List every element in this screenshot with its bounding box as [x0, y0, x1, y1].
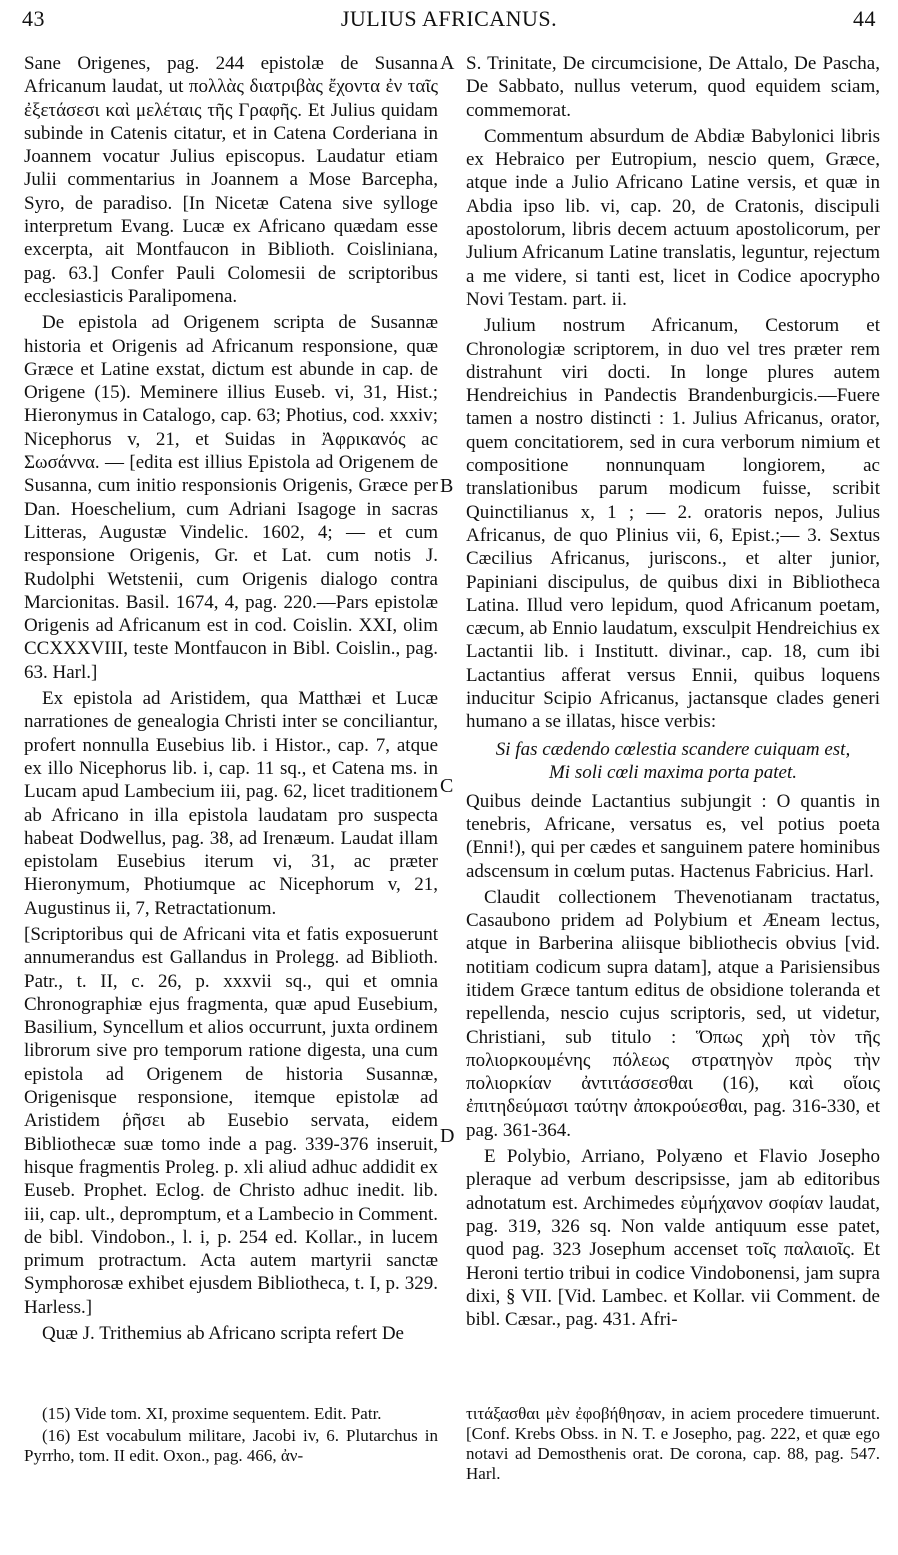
left-paragraph-2: De epistola ad Origenem scripta de Susannæ historia et Origenis ad Africanum responsione, quæ Græce et Latine exstat, dictum est abunde in cap. de Origene (15). Meminere illius Euseb. vi, 31, Hist.; Hieronymus in Catalogo, cap. 63; Photius, cod. xxxiv; Nicephorus v, 21, et Suidas in Ἀφρικανός ac Σωσάννα. — [edita est illius Epistola ad Origenem de Susanna, cum initio responsionis Origenis, Græce per Dan. Hoeschelium, cum Adriani Isagoge in sacras Litteras, Augustæ Vindelic. 1602, 4; — et cum responsione Origenis, Gr. et Lat. cum notis J. Rudolphi Wetstenii, cum Origenis dialogo contra Marcionitas. Basil. 1674, 4, pag. 220.—Pars epistolæ Origenis ad Africanum est in cod. Coislin. XXI, olim CCXXXVIII, teste Montfaucon in Bibl. Coislin., pag. 63. Harl.]: [24, 312, 438, 683]
margin-letter-c: C: [440, 775, 454, 797]
footnote-16-continued: τιτάξασθαι μὲν ἐφοβήθησαν, in aciem procedere timuerunt. [Conf. Krebs Obss. in N. T. e Josepho, pag. 222, et quæ ego notavi ad Demosthenis orat. De corona, cap. 88, pag. 547. Harl.: [466, 1404, 880, 1483]
page-number-right: 44: [853, 6, 876, 31]
ennius-verse: [466, 738, 880, 784]
margin-letter-d: D: [440, 1125, 455, 1147]
page-number-left: 43: [22, 6, 45, 31]
right-paragraph-6: E Polybio, Arriano, Polyæno et Flavio Josepho pleraque ad verbum descripsisse, jam ab editoribus adnotatum est. Archimedes εὐμήχανον σοφίαν laudat, pag. 319, 326 sq. Non valde antiquum esse patet, quod pag. 323 Josephum accenset τοῖς παλαιοῖς. Et Heroni tertio tribui in codice Vindobonensi, jam supra dixi, § VII. [Vid. Lambec. et Kollar. vii Comment. de bibl. Cæsar., pag. 431. Afri-: [466, 1146, 880, 1331]
verse-line-1: Si fas cædendo cœlestia scandere cuiquam est,: [495, 738, 851, 760]
right-column: [466, 52, 880, 1334]
footnote-15: (15) Vide tom. XI, proxime sequentem. Edit. Patr.: [42, 1404, 382, 1423]
margin-letter-b: B: [440, 475, 454, 497]
page-header: [20, 6, 878, 46]
left-paragraph-1: Sane Origenes, pag. 244 epistolæ de Susanna Africanum laudat, ut πολλὰς διατριβὰς ἔχοντα ἐν ταῖς ἐξετάσεσι καὶ μελέταις τῆς Γραφῆς. Et Julius quidam subinde in Catenis citatur, et in Catena Corderiana in Joannem vocatur Julius episcopus. Laudatur etiam Julii commentarius in Joannem a Mose Barcepha, Syro, de paradiso. [In Nicetæ Catena sive sylloge interpretum Evang. Lucæ ex Africano quædam esse excerpta, ait Montfaucon in Biblioth. Coisliniana, pag. 63.] Confer Pauli Colomesii de scriptoribus ecclesiasticis Paralipomena.: [24, 53, 438, 307]
footnotes-left: [24, 1404, 438, 1468]
left-paragraph-4: [Scriptoribus qui de Africani vita et fatis exposuerunt annumerandus est Gallandus in Prolegg. ad Biblioth. Patr., t. II, c. 26, p. xxxvii sq., qui et omnia Chronographiæ ejus fragmenta, quæ apud Eusebium, Basilium, Syncellum et alios occurrunt, juxta ordinem librorum sive pro temporum ratione digesta, una cum epistola ad Origenem de historia Susannæ, Origenisque responsione, itemque epistolæ ad Aristidem ῥῆσει ab Eusebio servata, eidem Bibliothecæ suæ tomo inde a pag. 339-376 inseruit, hisque fragmentis Proleg. p. xli aliud adhuc addidit ex Euseb. Prophet. Eclog. de Christo adhuc inedit. lib. iii, cap. ult., depromptum, et a Lambecio in Comment. de bibl. Vindobon., l. i, p. 254 ed. Kollar., in lucem primum protractum. Acta autem martyrii sanctæ Symphorosæ exhibet ejusdem Bibliotheca, t. I, p. 329. Harless.]: [24, 923, 438, 1318]
right-paragraph-1: S. Trinitate, De circumcisione, De Attalo, De Pascha, De Sabbato, nullus veterum, quod equidem sciam, commemorat.: [466, 53, 880, 121]
right-paragraph-4: Quibus deinde Lactantius subjungit : O quantis in tenebris, Africane, versatus es, vel potius poeta (Enni!), qui per cædes et sanguinem patere hominibus adscensum in cœlum putas. Hactenus Fabricius. Harl.: [466, 790, 880, 882]
running-title: JULIUS AFRICANUS.: [340, 6, 558, 31]
footnote-16: (16) Est vocabulum militare, Jacobi iv, 6. Plutarchus in Pyrrho, tom. II edit. Oxon., pag. 466, ἀν-: [24, 1426, 438, 1465]
margin-letter-a: A: [440, 52, 455, 74]
right-paragraph-5: Claudit collectionem Thevenotianam tractatus, Casaubono pridem ad Polybium et Æneam lectus, atque in Barberina aliisque bibliothecis obvius [vid. notitiam codicum supra datam], atque a Parisiensibus itidem Græce tantum editus de obsidione toleranda et repellenda, nescio cujus scriptoris, sed, ut videtur, Christiani, sub titulo : Ὅπως χρὴ τὸν τῆς πολιορκουμένης πόλεως στρατηγὸν πρὸς τὴν πολιορκίαν ἀντιτάσσεσθαι (16), καὶ οἵοις ἐπιτηδεύμασι ταύτην ἀποκρούεσθαι, pag. 316-330, et pag. 361-364.: [466, 886, 880, 1141]
left-column: [24, 52, 438, 1348]
verse-line-2: Mi soli cœli maxima porta patet.: [548, 761, 798, 783]
left-paragraph-5: Quæ J. Trithemius ab Africano scripta refert De: [42, 1323, 404, 1345]
footnotes-right: [466, 1404, 880, 1486]
right-paragraph-2: Commentum absurdum de Abdiæ Babylonici libris ex Hebraico per Eutropium, nescio quem, Græce, atque inde a Julio Africano Latine versis, et quæ in Abdia ipso lib. vi, cap. 20, de Cratonis, discipuli apostolorum, libris decem actuum apostolicorum, per Julium Africanum Latine translatis, leguntur, rejectum a me videre, si tanti est, licet in Codice apocrypho Novi Testam. part. ii.: [466, 125, 880, 310]
left-paragraph-3: Ex epistola ad Aristidem, qua Matthæi et Lucæ narrationes de genealogia Christi inter se conciliantur, profert nonnulla Eusebius lib. i Histor., cap. 7, atque ex illo Nicephorus lib. i, cap. 11 sq., et Catena ms. in Lucam apud Lambecium iii, pag. 62, licet traditionem ab Africano in illa epistola laudatam pro suspecta habeat Dodwellus, pag. 38, ad Irenæum. Laudat illam epistolam Eusebius iterum vi, 31, ac præter Hieronymum, Photiumque ac Nicephorum v, 21, Augustinus ii, 7, Retractationum.: [24, 688, 438, 919]
right-paragraph-3: Julium nostrum Africanum, Cestorum et Chronologiæ scriptorem, in duo vel tres præter rem distrahunt viri docti. In longe plures autem Hendreichius in Pandectis Brandenburgicis.—Fuere tamen a nostro distincti : 1. Julius Africanus, orator, quem concitatiorem, sed in cura verborum nimium et compositione nonnunquam longiorem, ac translationibus parum modicum fuisse, scribit Quinctilianus x, 1 ; — 2. oratoris nepos, Julius Africanus, de quo Plinius vii, 6, Epist.;— 3. Sextus Cæcilius Africanus, juriscons., et alter junior, Papiniani discipulus, de quibus dixi in Bibliotheca Latina. Illud vero lepidum, quod Africanum poetam, cæcum, ab Ennio laudatum, exsculpit Hendreichius ex Lactantii lib. i Institutt. divinar., cap. 18, cum ibi Lactantius afferat versus Ennii, quibus loquens inducitur Scipio Africanus, jactansque clades generi humano a se illatas, hisce verbis:: [466, 315, 880, 733]
